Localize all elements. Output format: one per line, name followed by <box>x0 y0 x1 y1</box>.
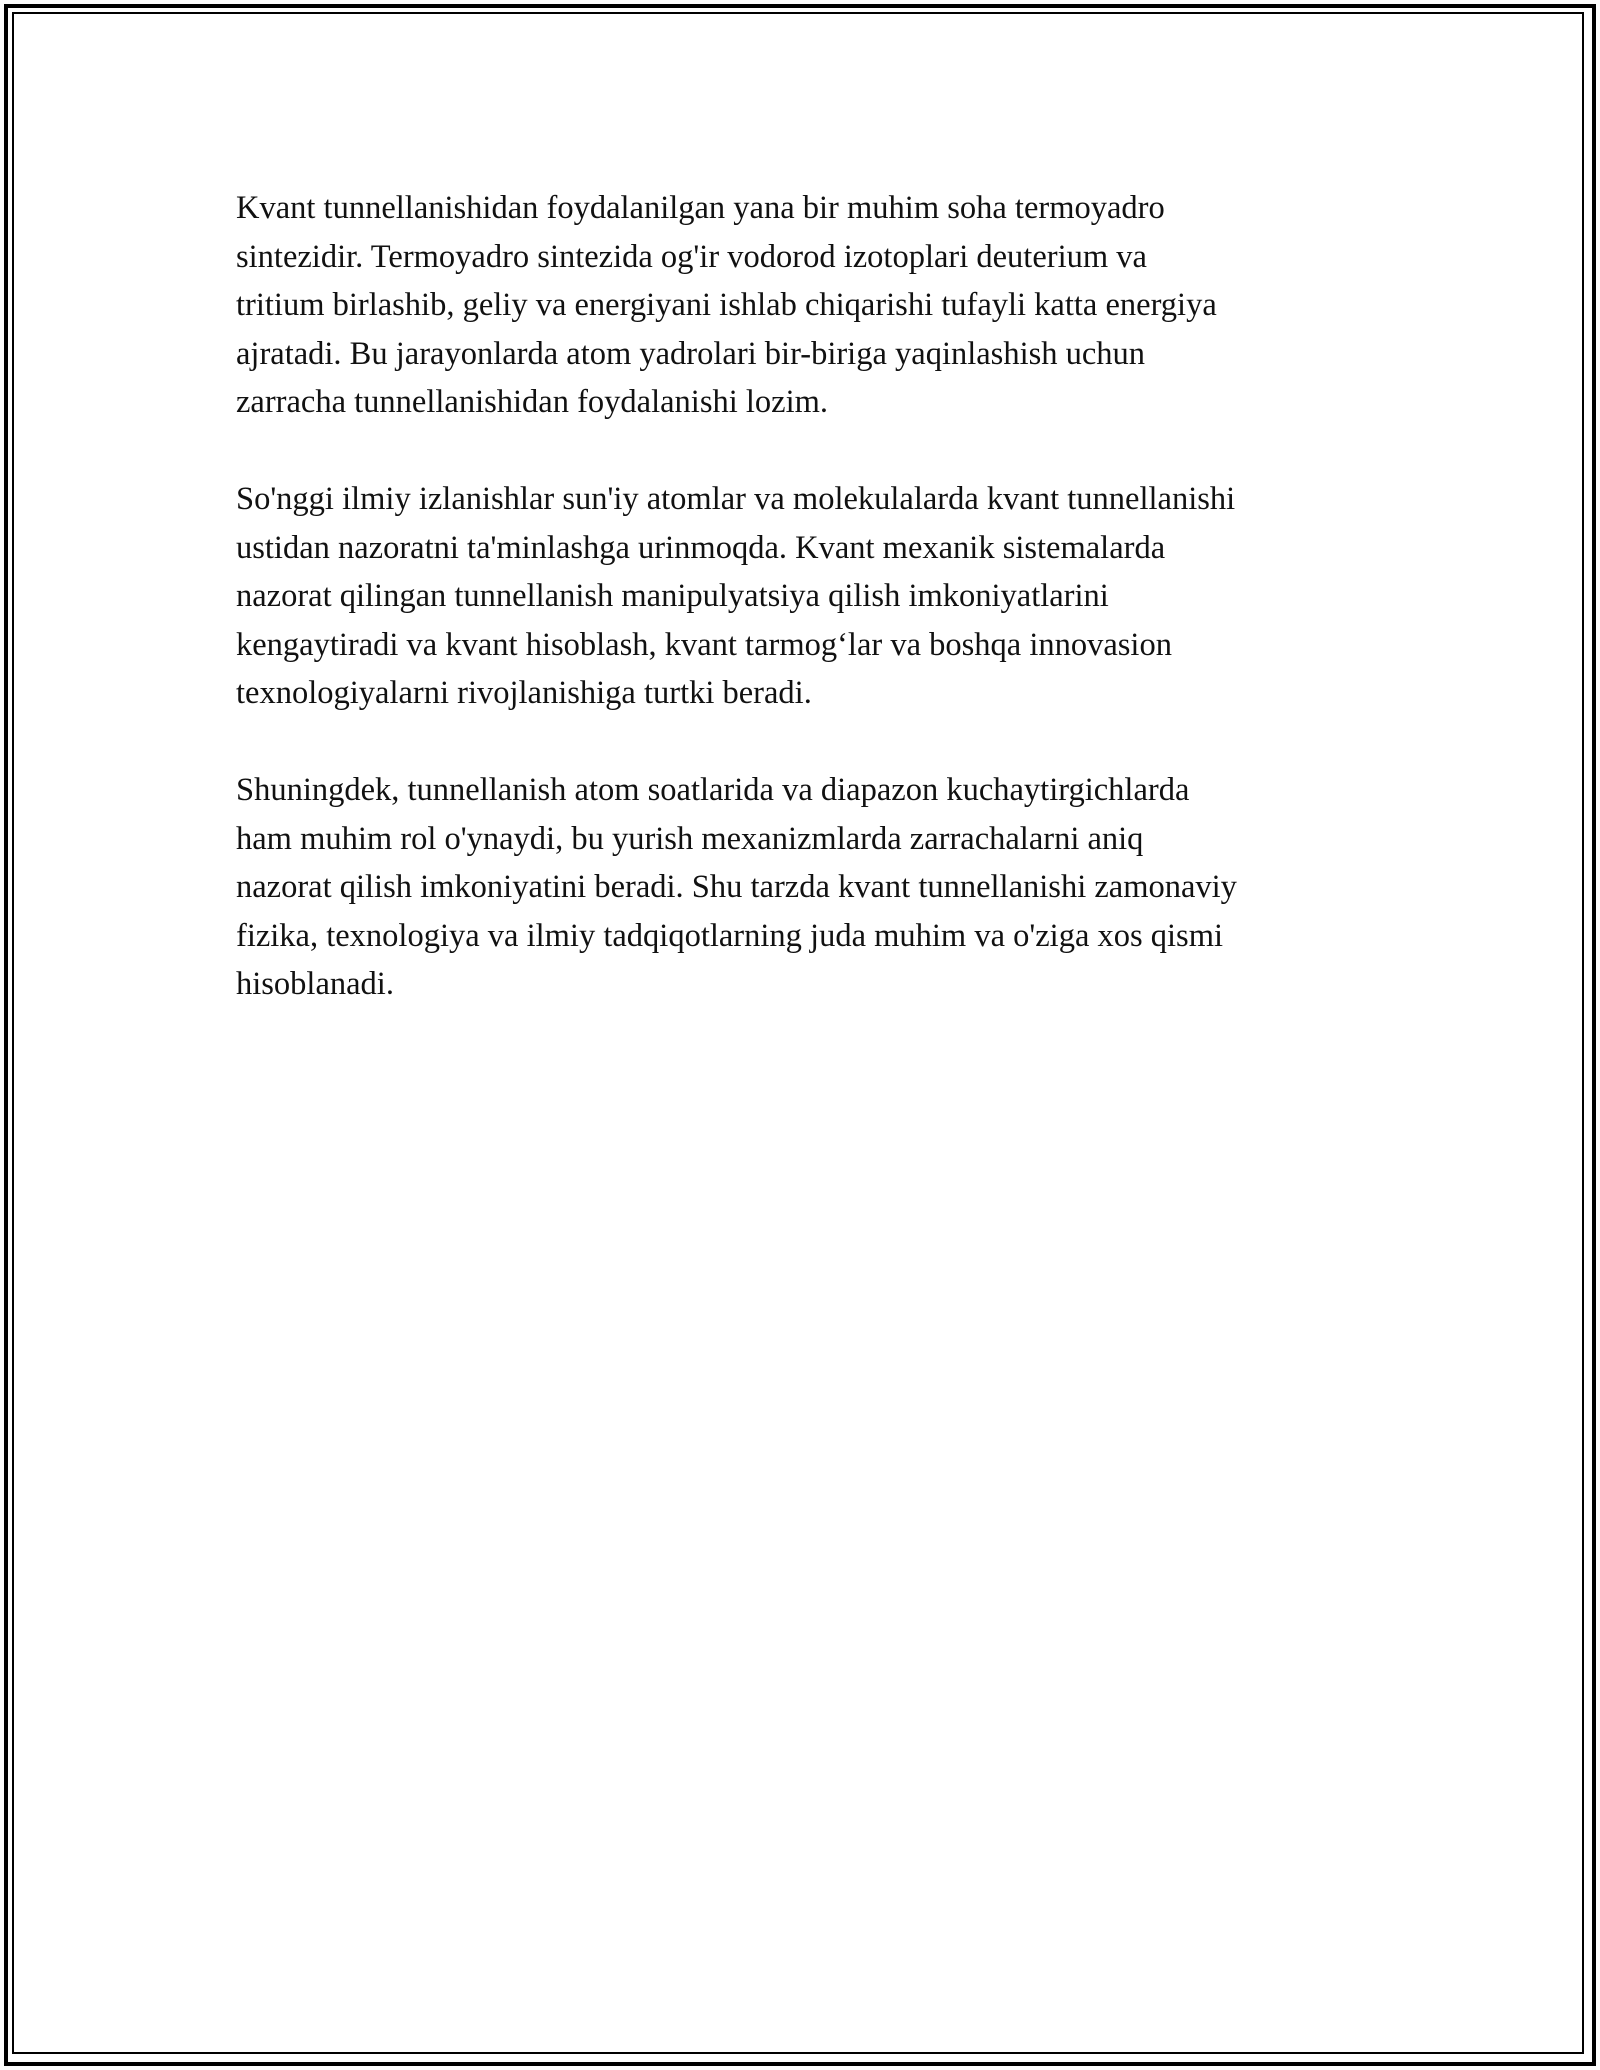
paragraph-2: So'nggi ilmiy izlanishlar sun'iy atomlar va molekulalarda kvant tunnellanishi ustidan nazoratni ta'minlashga urinmoqda. Kvant mexanik sistemalarda nazorat qilingan tunnellanish manipulyatsiya qilish imkoniyatlarini kengaytiradi va kvant hisoblash, kvant tarmog‘lar va boshqa innovasion texnologiyalarni rivojlanishiga turtki beradi. <box>236 481 1236 711</box>
paragraph-1: Kvant tunnellanishidan foydalanilgan yana bir muhim soha termoyadro sintezidir. Termoyadro sintezida og'ir vodorod izotoplari deuterium va tritium birlashib, geliy va energiyani ishlab chiqarishi tufayli katta energiya ajratadi. Bu jarayonlarda atom yadrolari bir-biriga yaqinlashish uchun zarracha tunnellanishidan foydalanishi lozim. <box>236 190 1217 420</box>
paragraph-3: Shuningdek, tunnellanish atom soatlarida va diapazon kuchaytirgichlarda ham muhim rol o'ynaydi, bu yurish mexanizmlarda zarrachalarni aniq nazorat qilish imkoniyatini beradi. Shu tarzda kvant tunnellanishi zamonaviy fizika, texnologiya va ilmiy tadqiqotlarning juda muhim va o'ziga xos qismi hisoblanadi. <box>236 772 1237 1002</box>
document-body <box>236 184 1376 1057</box>
